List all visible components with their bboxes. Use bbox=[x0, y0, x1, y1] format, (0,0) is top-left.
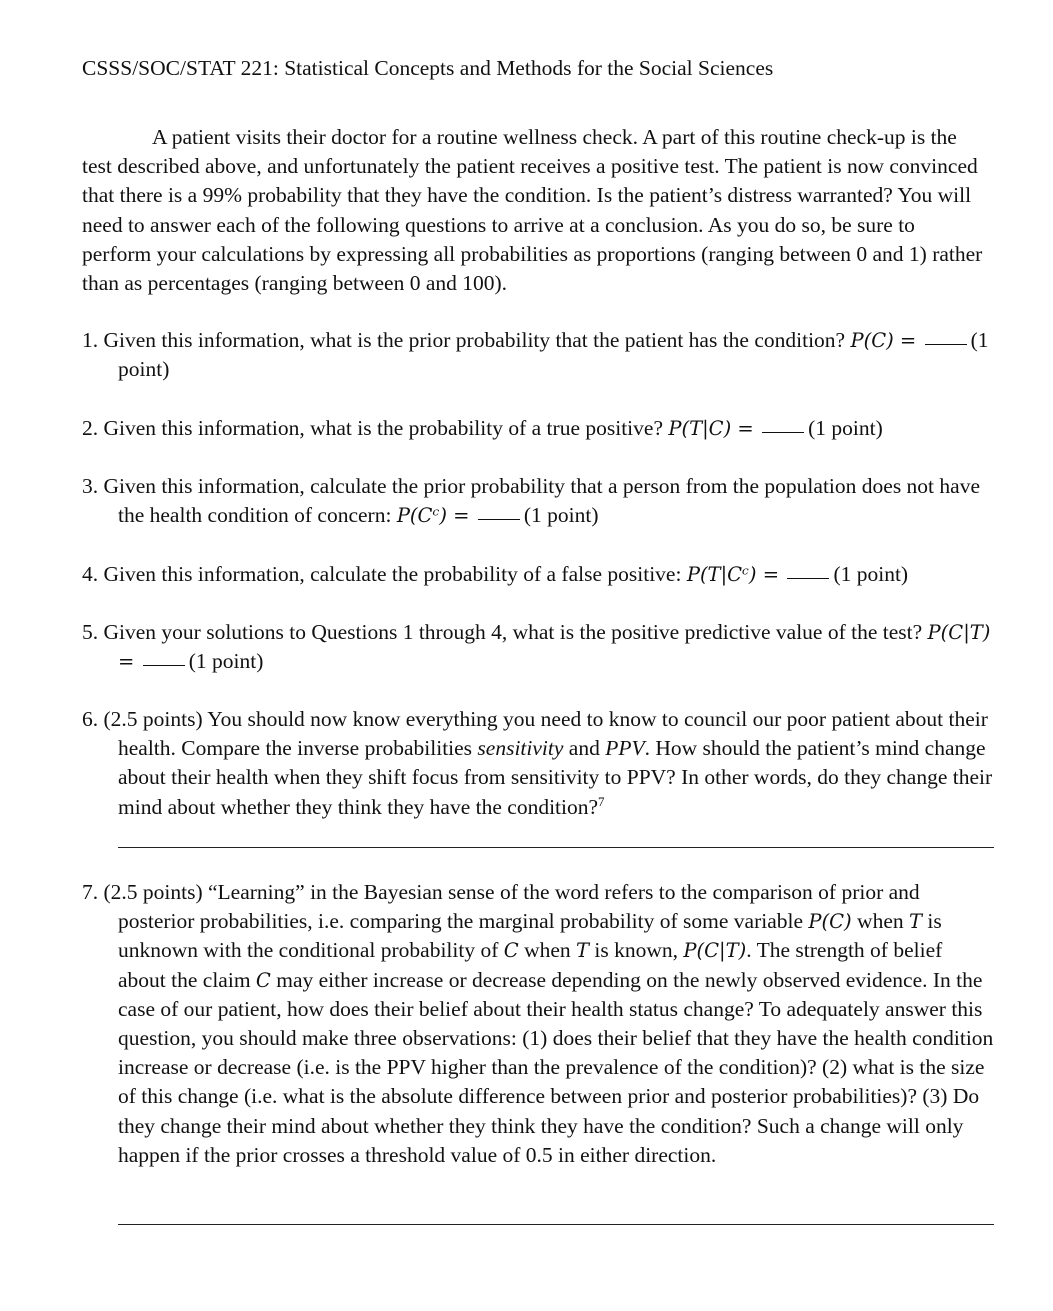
q5-points: (1 point) bbox=[188, 649, 264, 674]
question-3 bbox=[82, 472, 994, 530]
q4-math: P(T|Cᶜ) = bbox=[686, 563, 780, 586]
q4-text: 4. Given this information, calculate the probability of a false positive: bbox=[82, 562, 687, 586]
question-1 bbox=[82, 326, 994, 384]
q6-answer-line[interactable] bbox=[118, 847, 994, 848]
q5-text: 5. Given your solutions to Questions 1 through 4, what is the positive predictive value of the test? bbox=[82, 620, 928, 644]
q7-text-3: is unknown with the conditional probability of bbox=[118, 909, 942, 963]
q6-sensitivity: sensitivity bbox=[477, 736, 564, 761]
q7-text-1: 7. (2.5 points) “Learning” in the Bayesian sense of the word refers to the comparison of prior and posterior probabilities, i.e. comparing the marginal probability of some variable bbox=[82, 880, 920, 934]
q6-part3: . How should the patient’s mind change about their health when they shift focus from sensitivity to PPV? In other words, do they change their mind about whether they think they have the condition? bbox=[118, 736, 993, 819]
q7-answer-line[interactable] bbox=[118, 1224, 994, 1225]
q4-answer-blank[interactable] bbox=[787, 577, 829, 579]
q6-part1: 6. (2.5 points) You should now know everything you need to know to council our poor patient about their health. Compare the inverse probabilities bbox=[82, 707, 988, 761]
question-7 bbox=[82, 878, 994, 1170]
q2-text: 2. Given this information, what is the probability of a true positive? bbox=[82, 416, 669, 440]
q3-text: 3. Given this information, calculate the prior probability that a person from the population does not have the health condition of concern: bbox=[82, 474, 980, 528]
course-title: CSSS/SOC/STAT 221: Statistical Concepts and Methods for the Social Sciences bbox=[82, 56, 774, 80]
q4-points: (1 point) bbox=[833, 562, 909, 586]
q5-answer-blank[interactable] bbox=[143, 664, 185, 666]
q3-answer-blank[interactable] bbox=[478, 518, 520, 520]
q6-footnote-marker: 7 bbox=[598, 793, 605, 809]
q7-text-4: when bbox=[518, 938, 577, 963]
q7-text-2: when bbox=[851, 909, 909, 934]
q7-math-1: P(C) bbox=[808, 910, 852, 934]
q3-math: P(Cᶜ) = bbox=[396, 504, 470, 528]
q6-ppv: PPV bbox=[605, 736, 645, 761]
q5-math: P(C|T) = bbox=[118, 621, 991, 674]
q6-part2: and bbox=[563, 736, 606, 761]
q7-math-4: T bbox=[576, 939, 590, 963]
question-2 bbox=[82, 414, 994, 443]
q7-math-5: P(C|T) bbox=[683, 939, 747, 963]
q1-text: 1. Given this information, what is the prior probability that the patient has the condition? bbox=[82, 328, 851, 352]
q2-math: P(T|C) = bbox=[668, 417, 754, 440]
intro-paragraph: A patient visits their doctor for a routine wellness check. A part of this routine check-up is the test described above, and unfortunately the patient receives a positive test. The patient is now convinced that there is a 99% probability that they have the condition. Is the patient’s distress warranted? You will need to answer each of the following questions to arrive at a conclusion. As you do so, be sure to perform your calculations by expressing all probabilities as proportions (ranging between 0 and 1) rather than as percentages (ranging between 0 and 100). bbox=[82, 125, 983, 296]
q1-points: (1 point) bbox=[118, 328, 989, 382]
question-4 bbox=[82, 560, 994, 589]
q7-math-2: T bbox=[909, 910, 923, 934]
q7-math-3: C bbox=[503, 939, 519, 963]
q2-answer-blank[interactable] bbox=[762, 431, 804, 433]
q2-points: (1 point) bbox=[808, 416, 883, 440]
q7-math-6: C bbox=[255, 968, 271, 992]
question-5 bbox=[82, 618, 994, 676]
question-6 bbox=[82, 705, 994, 822]
q3-points: (1 point) bbox=[523, 503, 599, 528]
q1-answer-blank[interactable] bbox=[925, 343, 967, 345]
q7-text-7: may either increase or decrease depending on the newly observed evidence. In the case of our patient, how does their belief about their health status change? To adequately answer this question, you should make three observations: (1) does their belief that they have the health condition increase or decrease (i.e. is the PPV higher than the prevalence of the condition)? (2) what is the size of this change (i.e. what is the absolute difference between prior and posterior probabilities)? (3) Do they change their mind about whether they think they have the condition? Such a change will only happen if the prior crosses a threshold value of 0.5 in either direction. bbox=[118, 967, 994, 1167]
q7-text-6: . The strength of belief about the claim bbox=[118, 938, 943, 992]
q7-text-5: is known, bbox=[589, 938, 684, 963]
q1-math: P(C) = bbox=[850, 329, 917, 352]
